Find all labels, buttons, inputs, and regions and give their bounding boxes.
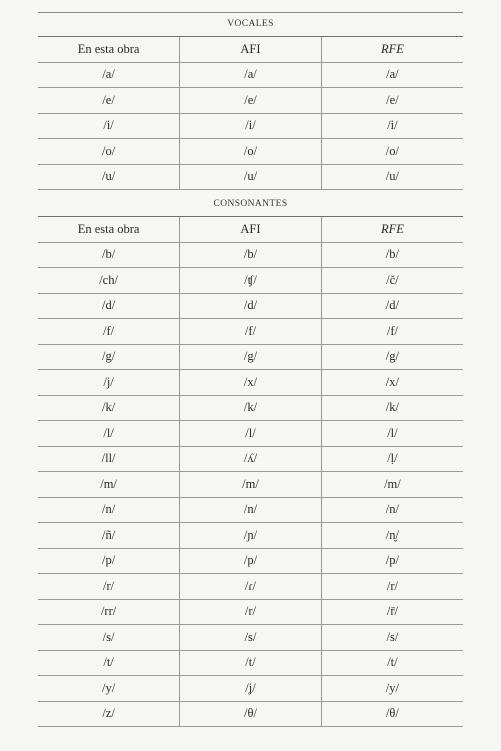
cell-afi: /n/ (180, 497, 322, 523)
cell-en-esta-obra: /ñ/ (38, 523, 180, 549)
table-row (38, 625, 463, 651)
table-row (38, 523, 463, 549)
table-row (38, 548, 463, 574)
cell-afi: /ʝ/ (180, 676, 322, 702)
cell-afi: /ɲ/ (180, 523, 322, 549)
cell-en-esta-obra: /f/ (38, 319, 180, 345)
table-row (38, 421, 463, 447)
cell-afi: /a/ (180, 62, 322, 88)
cell-afi: /r/ (180, 599, 322, 625)
table-row (38, 164, 463, 190)
cell-afi: /m/ (180, 472, 322, 498)
cell-rfe: /l/ (321, 421, 463, 447)
table-row (38, 497, 463, 523)
table-row (38, 62, 463, 88)
cell-afi: /θ/ (180, 701, 322, 727)
cell-rfe: /b/ (321, 242, 463, 268)
cell-en-esta-obra: /b/ (38, 242, 180, 268)
table-row (38, 472, 463, 498)
consonantes-title: CONSONANTES (213, 199, 288, 209)
cell-afi: /ɾ/ (180, 574, 322, 600)
cell-rfe: /r̄/ (321, 599, 463, 625)
cell-en-esta-obra: /i/ (38, 113, 180, 139)
cell-en-esta-obra: /t/ (38, 650, 180, 676)
cell-rfe: /g/ (321, 344, 463, 370)
cell-en-esta-obra: /d/ (38, 293, 180, 319)
cell-rfe: /t/ (321, 650, 463, 676)
cell-afi: /k/ (180, 395, 322, 421)
cell-afi: /g/ (180, 344, 322, 370)
cell-afi: /s/ (180, 625, 322, 651)
vocales-table (38, 36, 463, 190)
cell-rfe: /s/ (321, 625, 463, 651)
cell-rfe: /m/ (321, 472, 463, 498)
cell-en-esta-obra: /z/ (38, 701, 180, 727)
table-row (38, 139, 463, 165)
header-afi: AFI (180, 37, 322, 63)
table-row (38, 88, 463, 114)
table-row (38, 446, 463, 472)
cell-afi: /ʧ/ (180, 268, 322, 294)
cell-rfe: /θ/ (321, 701, 463, 727)
cell-en-esta-obra: /k/ (38, 395, 180, 421)
cell-rfe: /o/ (321, 139, 463, 165)
cell-en-esta-obra: /m/ (38, 472, 180, 498)
cell-en-esta-obra: /g/ (38, 344, 180, 370)
cell-rfe: /f/ (321, 319, 463, 345)
table-row (38, 242, 463, 268)
cell-rfe: /x/ (321, 370, 463, 396)
table-row (38, 701, 463, 727)
cell-rfe: /n̮/ (321, 523, 463, 549)
cell-en-esta-obra: /s/ (38, 625, 180, 651)
cell-afi: /f/ (180, 319, 322, 345)
cell-afi: /o/ (180, 139, 322, 165)
cell-afi: /x/ (180, 370, 322, 396)
cell-rfe: /r/ (321, 574, 463, 600)
table-row (38, 599, 463, 625)
cell-afi: /p/ (180, 548, 322, 574)
cell-rfe: /p/ (321, 548, 463, 574)
cell-afi: /t/ (180, 650, 322, 676)
table-row (38, 113, 463, 139)
consonantes-table (38, 216, 463, 727)
table-row (38, 344, 463, 370)
cell-rfe: /č/ (321, 268, 463, 294)
cell-en-esta-obra: /e/ (38, 88, 180, 114)
table-row (38, 319, 463, 345)
cell-rfe: /ḷ/ (321, 446, 463, 472)
cell-rfe: /e/ (321, 88, 463, 114)
top-rule (38, 12, 463, 13)
cell-rfe: /y/ (321, 676, 463, 702)
cell-afi: /d/ (180, 293, 322, 319)
header-en-esta-obra: En esta obra (38, 217, 180, 243)
cell-en-esta-obra: /ch/ (38, 268, 180, 294)
cell-en-esta-obra: /l/ (38, 421, 180, 447)
cell-rfe: /a/ (321, 62, 463, 88)
table-row (38, 293, 463, 319)
consonantes-header-row (38, 217, 463, 243)
cell-en-esta-obra: /p/ (38, 548, 180, 574)
cell-rfe: /k/ (321, 395, 463, 421)
cell-rfe: /n/ (321, 497, 463, 523)
cell-afi: /b/ (180, 242, 322, 268)
table-row (38, 395, 463, 421)
header-rfe: RFE (321, 37, 463, 63)
table-row (38, 268, 463, 294)
header-afi: AFI (180, 217, 322, 243)
table-row (38, 650, 463, 676)
header-rfe: RFE (321, 217, 463, 243)
cell-en-esta-obra: /n/ (38, 497, 180, 523)
vocales-header-row (38, 37, 463, 63)
cell-rfe: /u/ (321, 164, 463, 190)
cell-en-esta-obra: /j/ (38, 370, 180, 396)
cell-en-esta-obra: /a/ (38, 62, 180, 88)
cell-en-esta-obra: /r/ (38, 574, 180, 600)
cell-en-esta-obra: /rr/ (38, 599, 180, 625)
cell-afi: /i/ (180, 113, 322, 139)
cell-en-esta-obra: /u/ (38, 164, 180, 190)
cell-rfe: /i/ (321, 113, 463, 139)
cell-en-esta-obra: /o/ (38, 139, 180, 165)
table-row (38, 574, 463, 600)
cell-afi: /e/ (180, 88, 322, 114)
cell-en-esta-obra: /ll/ (38, 446, 180, 472)
vocales-title: VOCALES (227, 19, 274, 29)
cell-afi: /l/ (180, 421, 322, 447)
cell-afi: /ʎ/ (180, 446, 322, 472)
cell-afi: /u/ (180, 164, 322, 190)
table-row (38, 676, 463, 702)
header-en-esta-obra: En esta obra (38, 37, 180, 63)
cell-en-esta-obra: /y/ (38, 676, 180, 702)
table-row (38, 370, 463, 396)
cell-rfe: /d/ (321, 293, 463, 319)
